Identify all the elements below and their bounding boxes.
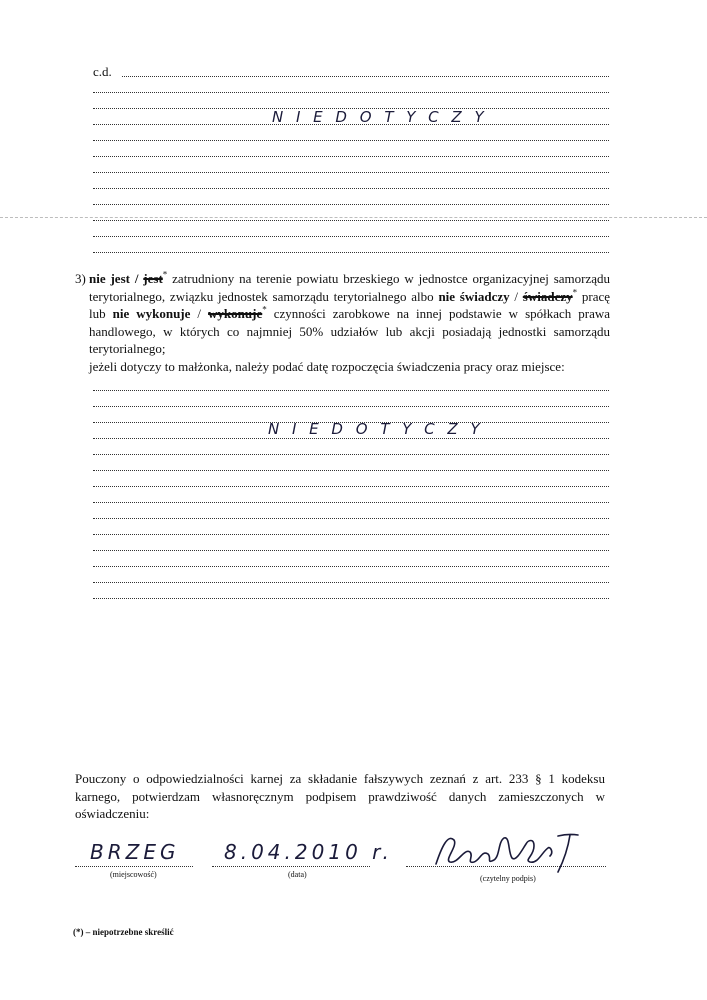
nie-wykonuje-text: nie wykonuje: [112, 306, 191, 321]
dotted-line: [93, 566, 609, 567]
place-line: [75, 866, 193, 867]
section-3-text-part1: zatrudniony na terenie powiatu brzeskiego w jednostce organizacyjnej samorządu terytorialnego, związku jednostek samorządu terytorialnego albo: [89, 271, 610, 304]
dotted-line: [93, 252, 609, 253]
place-handwritten: BRZEG: [90, 840, 180, 864]
date-line: [212, 866, 370, 867]
place-caption: (miejscowość): [110, 870, 157, 879]
handwritten-not-applicable: N I E D O T Y C Z Y: [272, 108, 488, 126]
continuation-label: c.d.: [93, 64, 112, 79]
dotted-line: [93, 438, 609, 439]
dotted-line: [93, 188, 609, 189]
section-3-text-part2: pracę lub: [89, 288, 611, 321]
signature-caption: (czytelny podpis): [480, 874, 536, 883]
dotted-line: [93, 598, 609, 599]
dotted-line: [93, 220, 609, 221]
legal-notice: Pouczony o odpowiedzialności karnej za składanie fałszywych zeznań z art. 233 § 1 kodeksu karnego, potwierdzam własnoręcznym podpisem prawdziwość danych zamieszczonych w oświadczeniu:: [75, 771, 605, 821]
section-3-paragraph: [75, 270, 610, 375]
dotted-line: [93, 92, 609, 93]
section-3-text-part3: czynności zarobkowe na innej podstawie w spółkach prawa handlowego, w których co najmniej 50% udziałów lub akcji posiadają jednostki samorządu terytorialnego;: [89, 306, 611, 356]
dotted-line: [93, 236, 609, 237]
handwritten-not-applicable: N I E D O T Y C Z Y: [268, 420, 484, 438]
dotted-line: [93, 502, 609, 503]
jest-struck-text: jest: [143, 271, 163, 286]
footnote-star: *: [162, 269, 168, 280]
swiadczy-struck-text: świadczy: [522, 288, 573, 304]
dotted-line: [93, 390, 609, 391]
dotted-line: [93, 406, 609, 407]
slash: /: [197, 306, 202, 321]
dotted-line: [93, 470, 609, 471]
dotted-line: [93, 582, 609, 583]
footnote-star: *: [572, 287, 578, 298]
section-number: 3): [75, 271, 86, 286]
footnote-star: *: [262, 304, 267, 315]
handwritten-signature: [430, 826, 600, 876]
dotted-line: [93, 204, 609, 205]
dotted-line: [93, 550, 609, 551]
dotted-line: [93, 486, 609, 487]
footnote: (*) – niepotrzebne skreślić: [73, 927, 174, 937]
spouse-instruction: jeżeli dotyczy to małżonka, należy podać datę rozpoczęcia świadczenia pracy oraz miejsce:: [89, 358, 565, 374]
wykonuje-struck-text: wykonuje: [208, 306, 263, 321]
date-caption: (data): [288, 870, 307, 879]
dotted-line: [122, 76, 609, 77]
nie-jest-text: nie jest /: [89, 271, 139, 286]
date-handwritten: 8.04.2010 r.: [224, 840, 393, 864]
scan-fold-line: [0, 217, 707, 218]
dotted-line: [93, 140, 609, 141]
dotted-line: [93, 518, 609, 519]
dotted-line: [93, 172, 609, 173]
dotted-line: [93, 454, 609, 455]
nie-swiadczy-text: nie świadczy: [438, 288, 510, 304]
slash: /: [514, 288, 519, 304]
dotted-line: [93, 156, 609, 157]
dotted-line: [93, 534, 609, 535]
